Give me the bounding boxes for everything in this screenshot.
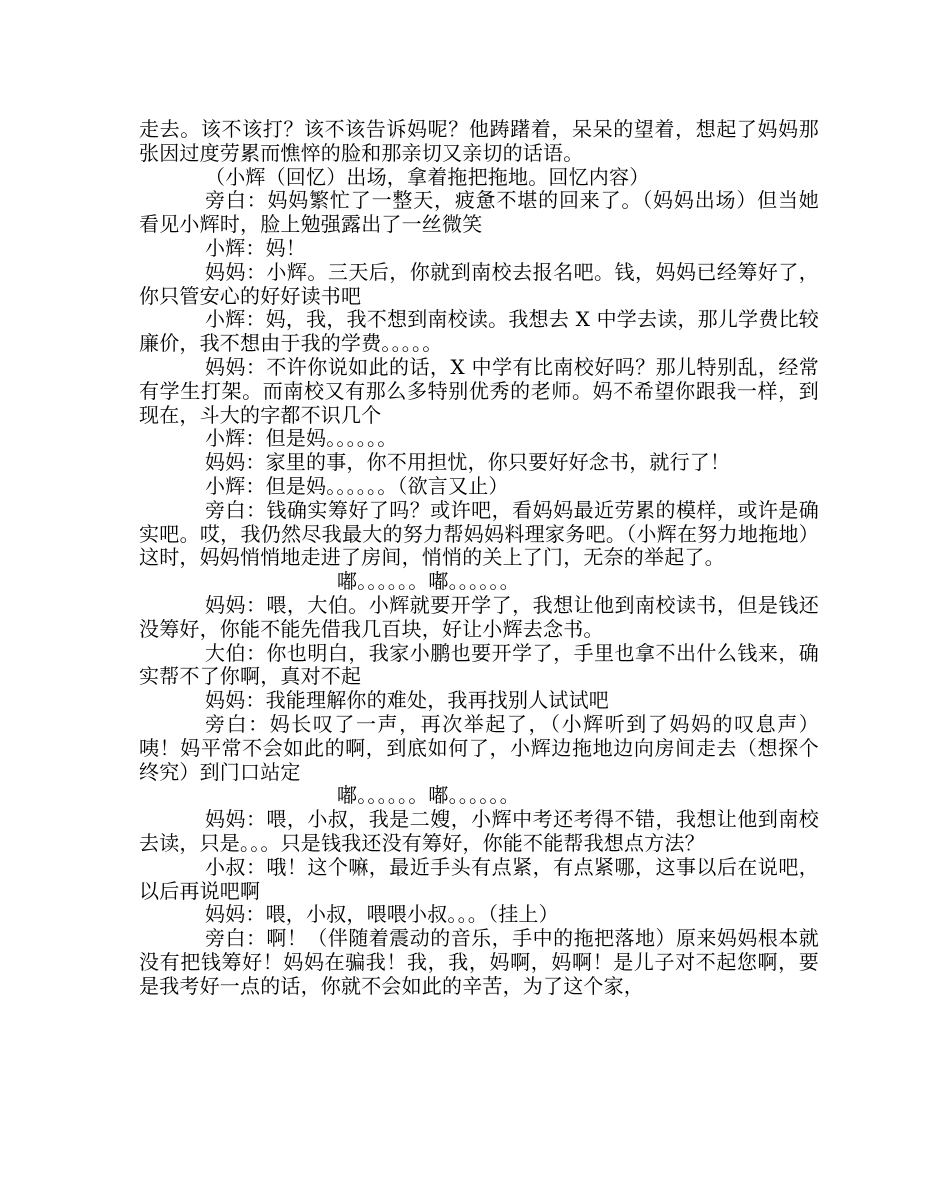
paragraph: 妈妈：小辉。三天后，你就到南校去报名吧。钱，妈妈已经筹好了，你只管安心的好好读书吧 bbox=[139, 259, 819, 308]
phone-ring-line: 嘟。。。。。。嘟。。。。。。 bbox=[337, 569, 520, 594]
paragraph: 小辉：但是妈。。。。。。（欲言又止） bbox=[205, 473, 509, 498]
paragraph: 小叔：哦！这个嘛，最近手头有点紧，有点紧哪，这事以后在说吧，以后再说吧啊 bbox=[139, 854, 819, 903]
paragraph: 旁白：妈妈繁忙了一整天，疲惫不堪的回来了。（妈妈出场）但当她看见小辉时，脸上勉强露出了一丝微笑 bbox=[139, 188, 819, 237]
paragraph: 妈妈：喂，小叔，我是二嫂，小辉中考还考得不错，我想让他到南校去读，只是。。。只是钱我还没有筹好，你能不能帮我想点方法？ bbox=[139, 807, 819, 855]
paragraph: 小辉：但是妈。。。。。。 bbox=[205, 426, 398, 451]
paragraph: 妈妈：家里的事，你不用担忧，你只要好好念书，就行了！ bbox=[205, 450, 731, 475]
paragraph: 旁白：钱确实筹好了吗？或许吧，看妈妈最近劳累的模样，或许是确实吧。哎，我仍然尽我最大的努力帮妈妈料理家务吧。（小辉在努力地拖地）这时，妈妈悄悄地走进了房间，悄悄的关上了门，无奈的举起了。 bbox=[139, 497, 819, 570]
paragraph: 大伯：你也明白，我家小鹏也要开学了，手里也拿不出什么钱来，确实帮不了你啊，真对不起 bbox=[139, 640, 819, 689]
paragraph: 旁白：妈长叹了一声，再次举起了，（小辉听到了妈妈的叹息声）咦！妈平常不会如此的啊，到底如何了，小辉边拖地边向房间走去（想探个终究）到门口站定 bbox=[139, 711, 819, 784]
paragraph: 妈妈：喂，小叔，喂喂小叔。。。（挂上） bbox=[205, 902, 559, 927]
script-text bbox=[139, 118, 819, 998]
paragraph: 小辉：妈，我，我不想到南校读。我想去 X 中学去读，那儿学费比较廉价，我不想由于我的学费。。。。。 bbox=[139, 307, 819, 356]
paragraph: 走去。该不该打？该不该告诉妈呢？他踌躇着，呆呆的望着，想起了妈妈那张因过度劳累而憔悴的脸和那亲切又亲切的话语。 bbox=[139, 117, 819, 165]
paragraph: 旁白：啊！（伴随着震动的音乐，手中的拖把落地）原来妈妈根本就没有把钱筹好！妈妈在骗我！我，我，妈啊，妈啊！是儿子对不起您啊，要是我考好一点的话，你就不会如此的辛苦，为了这个家， bbox=[139, 926, 819, 998]
paragraph: 妈妈：喂，大伯。小辉就要开学了，我想让他到南校读书，但是钱还没筹好，你能不能先借我几百块，好让小辉去念书。 bbox=[139, 592, 819, 641]
paragraph: （小辉（回忆）出场，拿着拖把拖地。回忆内容） bbox=[205, 164, 650, 189]
paragraph: 小辉：妈！ bbox=[205, 235, 306, 260]
phone-ring-line: 嘟。。。。。。嘟。。。。。。 bbox=[337, 783, 520, 808]
paragraph: 妈妈：我能理解你的难处，我再找别人试试吧 bbox=[205, 688, 609, 713]
paragraph: 妈妈：不许你说如此的话，X 中学有比南校好吗？那儿特别乱，经常有学生打架。而南校又有那么多特别优秀的老师。妈不希望你跟我一样，到现在，斗大的字都不识几个 bbox=[139, 354, 819, 427]
